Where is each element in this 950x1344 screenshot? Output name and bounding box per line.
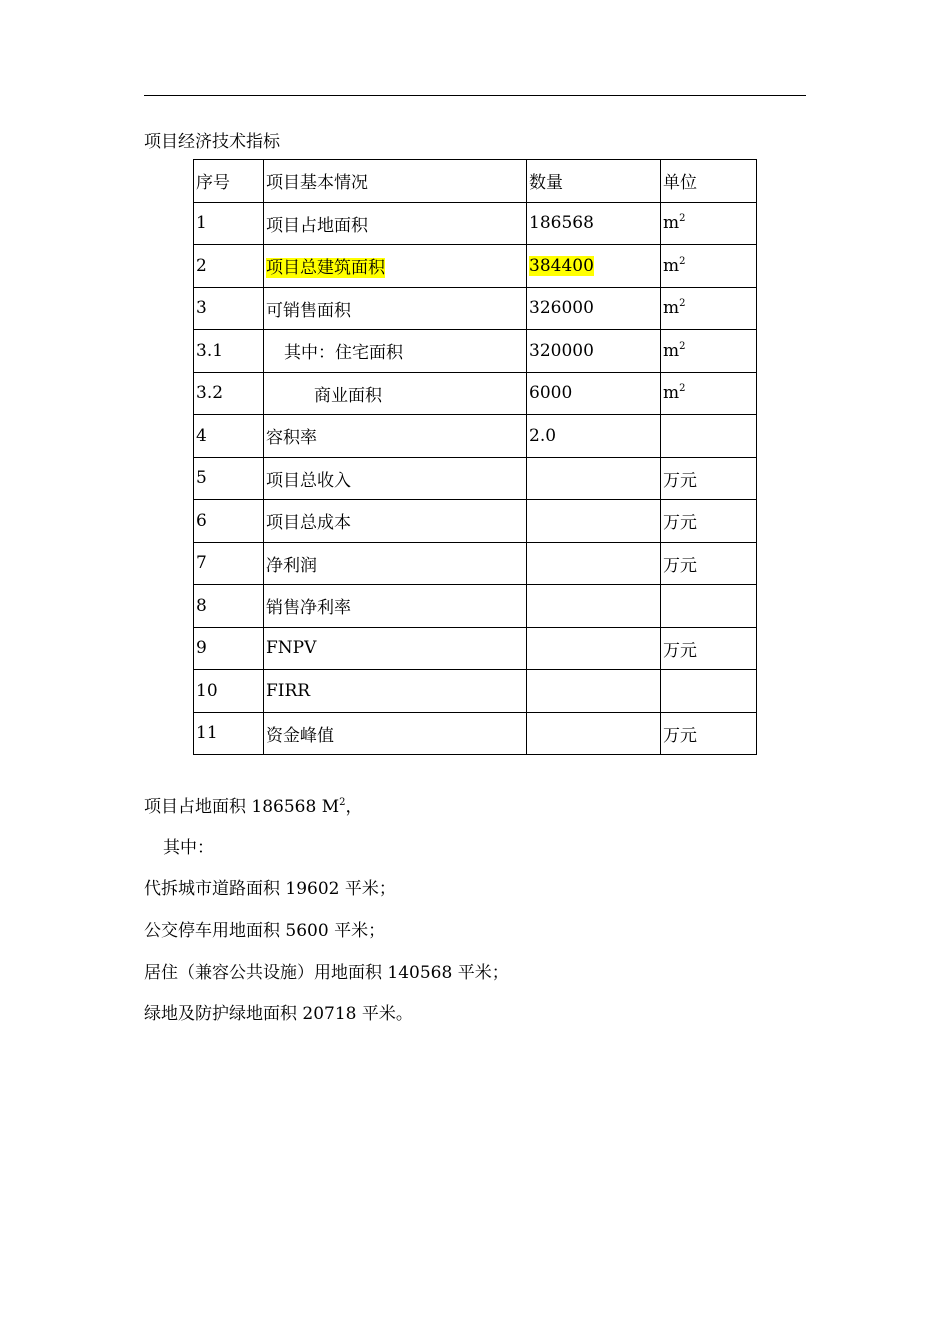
table-row <box>194 372 757 415</box>
table-row <box>194 670 757 713</box>
row-no: 9 <box>194 627 264 670</box>
row-qty: 6000 <box>527 372 661 415</box>
header-cell-unit: 单位 <box>661 160 757 203</box>
row-unit: $m^2$ <box>661 202 757 245</box>
row-unit <box>661 670 757 713</box>
row-qty <box>527 457 661 500</box>
row-no: 10 <box>194 670 264 713</box>
table-row <box>194 542 757 585</box>
row-qty <box>527 627 661 670</box>
row-no: 6 <box>194 500 264 543</box>
table-row <box>194 330 757 373</box>
row-item: 资金峰值 <box>264 712 527 755</box>
row-no: 2 <box>194 245 264 288</box>
table-row <box>194 500 757 543</box>
row-unit: 万元 <box>661 542 757 585</box>
indicator-table <box>193 159 757 755</box>
row-item: FIRR <box>264 670 527 713</box>
row-unit: $m^2$ <box>661 372 757 415</box>
paragraph-residential-area: 居住（兼容公共设施）用地面积 140568 平米； <box>144 963 509 983</box>
row-qty <box>527 245 661 288</box>
row-qty <box>527 585 661 628</box>
table-row <box>194 202 757 245</box>
section-heading: 项目经济技术指标 <box>144 132 280 152</box>
row-unit: $m^2$ <box>661 330 757 373</box>
header-rule <box>144 95 806 96</box>
table-row <box>194 457 757 500</box>
row-unit <box>661 415 757 458</box>
row-item <box>264 245 527 288</box>
header-cell-qty: 数量 <box>527 160 661 203</box>
row-unit: $m^2$ <box>661 287 757 330</box>
row-qty: 326000 <box>527 287 661 330</box>
row-qty <box>527 670 661 713</box>
row-item: FNPV <box>264 627 527 670</box>
row-unit: 万元 <box>661 712 757 755</box>
row-item: 容积率 <box>264 415 527 458</box>
paragraph-land-area: 项目占地面积 186568 $M^2$， <box>144 797 363 817</box>
row-no: 11 <box>194 712 264 755</box>
row-item: 可销售面积 <box>264 287 527 330</box>
table-row <box>194 245 757 288</box>
row-no: 1 <box>194 202 264 245</box>
table-row <box>194 287 757 330</box>
paragraph-including: 其中： <box>163 838 214 858</box>
row-no: 8 <box>194 585 264 628</box>
row-qty <box>527 500 661 543</box>
paragraph-bus-parking-area: 公交停车用地面积 5600 平米； <box>144 921 386 941</box>
table-row <box>194 712 757 755</box>
row-unit: $m^2$ <box>661 245 757 288</box>
row-qty <box>527 712 661 755</box>
table-row <box>194 415 757 458</box>
row-no: 3.2 <box>194 372 264 415</box>
row-item: 项目总成本 <box>264 500 527 543</box>
row-item: 其中：住宅面积 <box>264 330 527 373</box>
row-qty: 320000 <box>527 330 661 373</box>
row-no: 3.1 <box>194 330 264 373</box>
table-header-row <box>194 160 757 203</box>
table-row <box>194 627 757 670</box>
paragraph-road-area: 代拆城市道路面积 19602 平米； <box>144 879 396 899</box>
highlighted-text: 384400 <box>529 255 594 276</box>
row-item: 商业面积 <box>264 372 527 415</box>
row-no: 4 <box>194 415 264 458</box>
row-unit: 万元 <box>661 457 757 500</box>
table-row <box>194 585 757 628</box>
row-item: 销售净利率 <box>264 585 527 628</box>
row-qty: 186568 <box>527 202 661 245</box>
paragraph-green-area: 绿地及防护绿地面积 20718 平米。 <box>144 1004 413 1024</box>
row-no: 3 <box>194 287 264 330</box>
header-cell-no: 序号 <box>194 160 264 203</box>
row-item: 净利润 <box>264 542 527 585</box>
row-no: 7 <box>194 542 264 585</box>
row-item: 项目总收入 <box>264 457 527 500</box>
row-no: 5 <box>194 457 264 500</box>
row-qty <box>527 542 661 585</box>
row-qty: 2.0 <box>527 415 661 458</box>
row-unit <box>661 585 757 628</box>
highlighted-text: 项目总建筑面积 <box>266 258 385 279</box>
row-item: 项目占地面积 <box>264 202 527 245</box>
row-unit: 万元 <box>661 500 757 543</box>
row-unit: 万元 <box>661 627 757 670</box>
header-cell-item: 项目基本情况 <box>264 160 527 203</box>
